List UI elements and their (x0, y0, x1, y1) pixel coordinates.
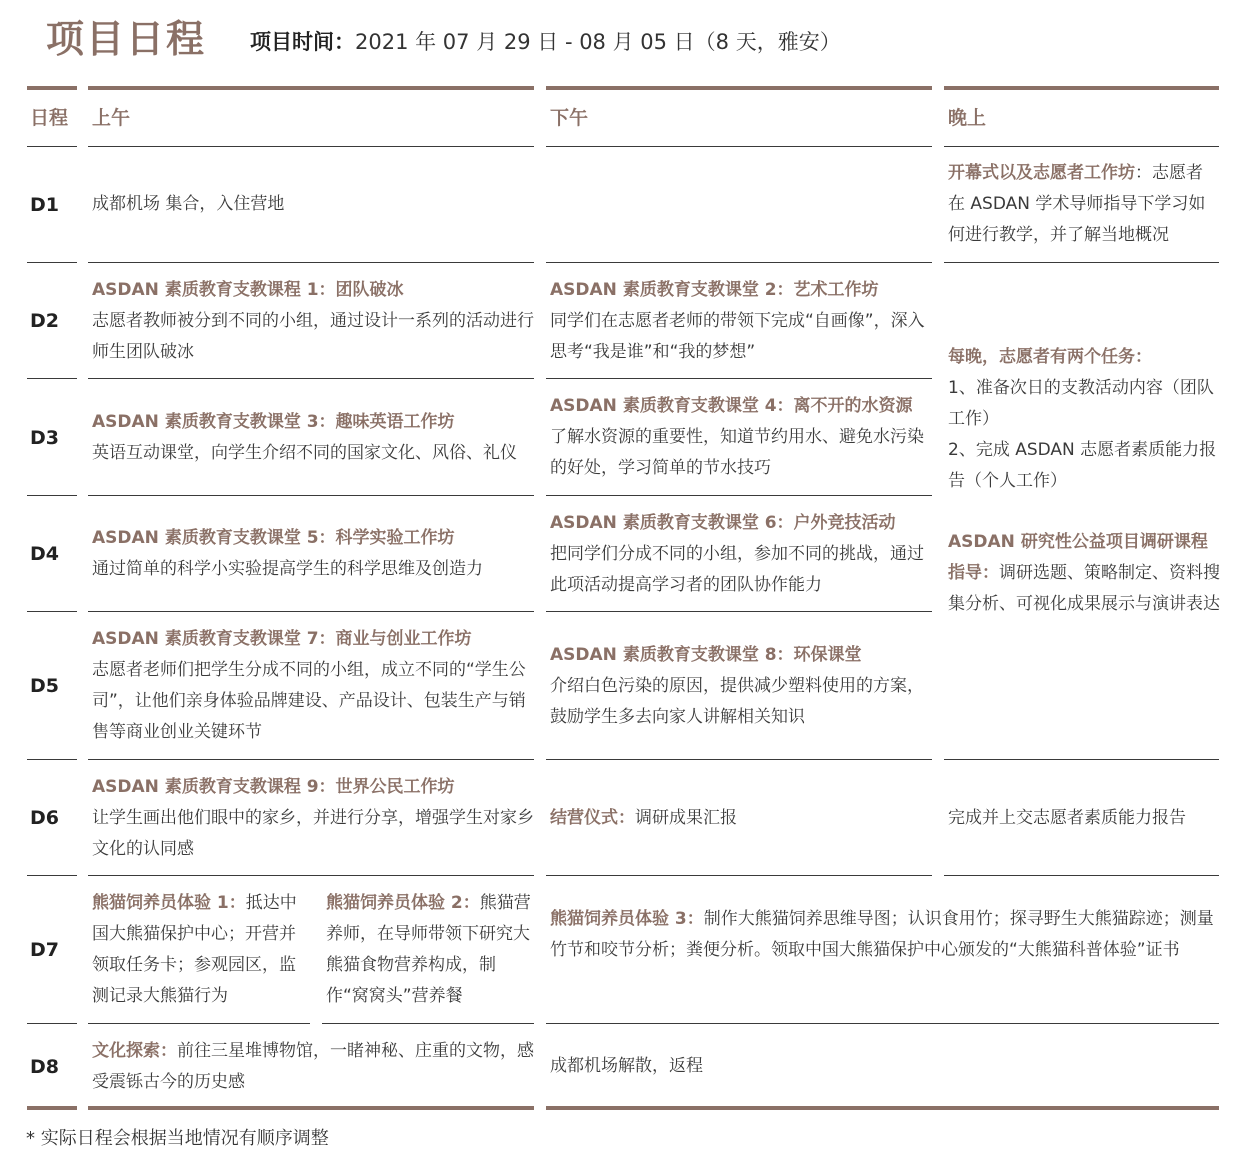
d2-d5-evening-course (948, 527, 1220, 620)
d7-morning-a-text: 抵达中国大熊猫保护中心；开营并领取任务卡；参观园区，监测记录大熊猫行为 (92, 893, 297, 1006)
row-rule-d4 (27, 611, 77, 612)
d7-morning-a-title: 熊猫饲养员体验 1： (92, 893, 246, 913)
d7-afternoon-title: 熊猫饲养员体验 3： (550, 909, 704, 929)
d6-afternoon-text: 调研成果汇报 (635, 808, 737, 828)
d5-afternoon-text: 介绍白色污染的原因，提供减少塑料使用的方案，鼓励学生多去向家人讲解相关知识 (550, 676, 924, 727)
d3-afternoon-text: 了解水资源的重要性，知道节约用水、避免水污染的好处，学习简单的节水技巧 (550, 427, 924, 478)
evening-task-2: 2、完成 ASDAN 志愿者素质能力报告（个人工作） (948, 440, 1217, 491)
top-rule-day (27, 86, 77, 90)
row-rule-d5 (27, 759, 77, 760)
row-rule-d3 (27, 495, 77, 496)
row-rule-d1 (546, 262, 932, 263)
d3-afternoon (550, 391, 932, 484)
row-rule-d5 (944, 759, 1219, 760)
d6-afternoon-title: 结营仪式： (550, 808, 635, 828)
row-rule-d6 (944, 875, 1219, 876)
row-rule-d5 (546, 759, 932, 760)
d4-afternoon-title: ASDAN 素质教育支教课堂 6：户外竞技活动 (550, 513, 896, 533)
column-header-morning: 上午 (92, 107, 131, 129)
day-label-d6: D6 (30, 807, 59, 829)
row-rule-d2 (546, 378, 932, 379)
header-rule (27, 146, 77, 147)
row-rule-d4 (88, 611, 534, 612)
header-rule (88, 146, 534, 147)
day-label-d2: D2 (30, 310, 59, 332)
d5-afternoon (550, 640, 932, 733)
day-label-d7: D7 (30, 939, 59, 961)
d1-evening-text: ：志愿者在 ASDAN 学术导师指导下学习如何进行教学，并了解当地概况 (948, 163, 1206, 245)
row-rule-d7 (27, 1023, 77, 1024)
d6-morning-text: 让学生画出他们眼中的家乡，并进行分享，增强学生对家乡文化的认同感 (92, 808, 534, 859)
column-header-afternoon: 下午 (550, 107, 589, 129)
d2-afternoon (550, 275, 932, 368)
d7-morning-b-text: 熊猫营养师，在导师带领下研究大熊猫食物营养构成，制作“窝窝头”营养餐 (326, 893, 531, 1006)
d2-morning-text: 志愿者教师被分到不同的小组，通过设计一系列的活动进行师生团队破冰 (92, 311, 534, 362)
row-rule-d3 (546, 495, 932, 496)
d7-morning-b (326, 888, 534, 1012)
top-rule-morning (88, 86, 534, 90)
d6-afternoon (550, 803, 932, 834)
d8-morning (92, 1036, 534, 1098)
row-rule-d3 (88, 495, 534, 496)
d7-afternoon-evening (550, 904, 1220, 966)
row-rule-d7 (88, 1023, 310, 1024)
d2-afternoon-title: ASDAN 素质教育支教课堂 2：艺术工作坊 (550, 280, 879, 300)
bottom-rule (27, 1106, 77, 1110)
d7-morning-a (92, 888, 312, 1012)
day-label-d8: D8 (30, 1056, 59, 1078)
row-rule-d2 (27, 378, 77, 379)
d7-afternoon-text: 制作大熊猫饲养思维导图；认识食用竹；探寻野生大熊猫踪迹；测量竹节和咬节分析；粪便分析。领取中国大熊猫保护中心颁发的“大熊猫科普体验”证书 (550, 909, 1214, 960)
d5-morning-text: 志愿者老师们把学生分成不同的小组，成立不同的“学生公司”，让他们亲身体验品牌建设、产品设计、包装生产与销售等商业创业关键环节 (92, 660, 526, 742)
header-rule (944, 146, 1219, 147)
project-period (250, 26, 841, 58)
evening-course-title: ASDAN 研究性公益项目调研课程指导： (948, 532, 1208, 583)
d3-afternoon-title: ASDAN 素质教育支教课堂 4：离不开的水资源 (550, 396, 913, 416)
row-rule-d1 (88, 262, 534, 263)
d4-morning (92, 523, 534, 585)
d8-morning-title: 文化探索： (92, 1041, 177, 1061)
row-rule-d2 (88, 378, 534, 379)
project-period-label: 项目时间： (250, 30, 355, 54)
row-rule-d6 (88, 875, 534, 876)
footnote: * 实际日程会根据当地情况有顺序调整 (26, 1128, 329, 1149)
d5-morning (92, 624, 534, 748)
d4-afternoon (550, 508, 932, 601)
d6-evening: 完成并上交志愿者素质能力报告 (948, 808, 1186, 828)
page-title: 项目日程 (46, 17, 207, 61)
d2-morning (92, 275, 534, 368)
evening-course-text: 调研选题、策略制定、资料搜集分析、可视化成果展示与演讲表达 (948, 563, 1220, 614)
d4-afternoon-text: 把同学们分成不同的小组，参加不同的挑战，通过此项活动提高学习者的团队协作能力 (550, 544, 924, 595)
row-rule-d5 (88, 759, 534, 760)
row-rule-d6 (27, 875, 77, 876)
day-label-d5: D5 (30, 675, 59, 697)
d6-morning-title: ASDAN 素质教育支教课程 9：世界公民工作坊 (92, 777, 455, 797)
d8-morning-text: 前往三星堆博物馆，一睹神秘、庄重的文物，感受震铄古今的历史感 (92, 1041, 534, 1092)
row-rule-d1 (27, 262, 77, 263)
d3-morning (92, 407, 534, 469)
top-rule-afternoon (546, 86, 932, 90)
d2-afternoon-text: 同学们在志愿者老师的带领下完成“自画像”，深入思考“我是谁”和“我的梦想” (550, 311, 925, 362)
row-rule-d6 (546, 875, 932, 876)
d3-morning-title: ASDAN 素质教育支教课堂 3：趣味英语工作坊 (92, 412, 455, 432)
d8-afternoon: 成都机场解散，返程 (550, 1056, 703, 1076)
day-label-d4: D4 (30, 543, 59, 565)
row-rule-d1 (944, 262, 1219, 263)
top-rule-evening (944, 86, 1219, 90)
d1-evening-title: 开幕式以及志愿者工作坊 (948, 163, 1135, 183)
d2-d5-evening (948, 342, 1220, 497)
evening-task-1: 1、准备次日的支教活动内容（团队工作） (948, 378, 1214, 429)
column-header-day: 日程 (30, 107, 69, 129)
row-rule-d7 (322, 1023, 534, 1024)
d5-afternoon-title: ASDAN 素质教育支教课堂 8：环保课堂 (550, 645, 862, 665)
day-label-d1: D1 (30, 194, 59, 216)
d2-morning-title: ASDAN 素质教育支教课程 1：团队破冰 (92, 280, 404, 300)
row-rule-d4 (546, 611, 932, 612)
project-period-value: 2021 年 07 月 29 日 - 08 月 05 日（8 天，雅安） (355, 30, 841, 54)
d1-morning: 成都机场 集合，入住营地 (92, 194, 285, 214)
d4-morning-text: 通过简单的科学小实验提高学生的科学思维及创造力 (92, 559, 483, 579)
d6-morning (92, 772, 534, 865)
d4-morning-title: ASDAN 素质教育支教课堂 5：科学实验工作坊 (92, 528, 455, 548)
d7-morning-b-title: 熊猫饲养员体验 2： (326, 893, 480, 913)
d1-evening (948, 158, 1218, 251)
d5-morning-title: ASDAN 素质教育支教课堂 7：商业与创业工作坊 (92, 629, 472, 649)
evening-task-title: 每晚，志愿者有两个任务： (948, 347, 1152, 367)
day-label-d3: D3 (30, 427, 59, 449)
d3-morning-text: 英语互动课堂，向学生介绍不同的国家文化、风俗、礼仪 (92, 443, 517, 463)
bottom-rule (88, 1106, 534, 1110)
bottom-rule (546, 1106, 1219, 1110)
row-rule-d7 (546, 1023, 1219, 1024)
header-rule (546, 146, 932, 147)
column-header-evening: 晚上 (948, 107, 987, 129)
